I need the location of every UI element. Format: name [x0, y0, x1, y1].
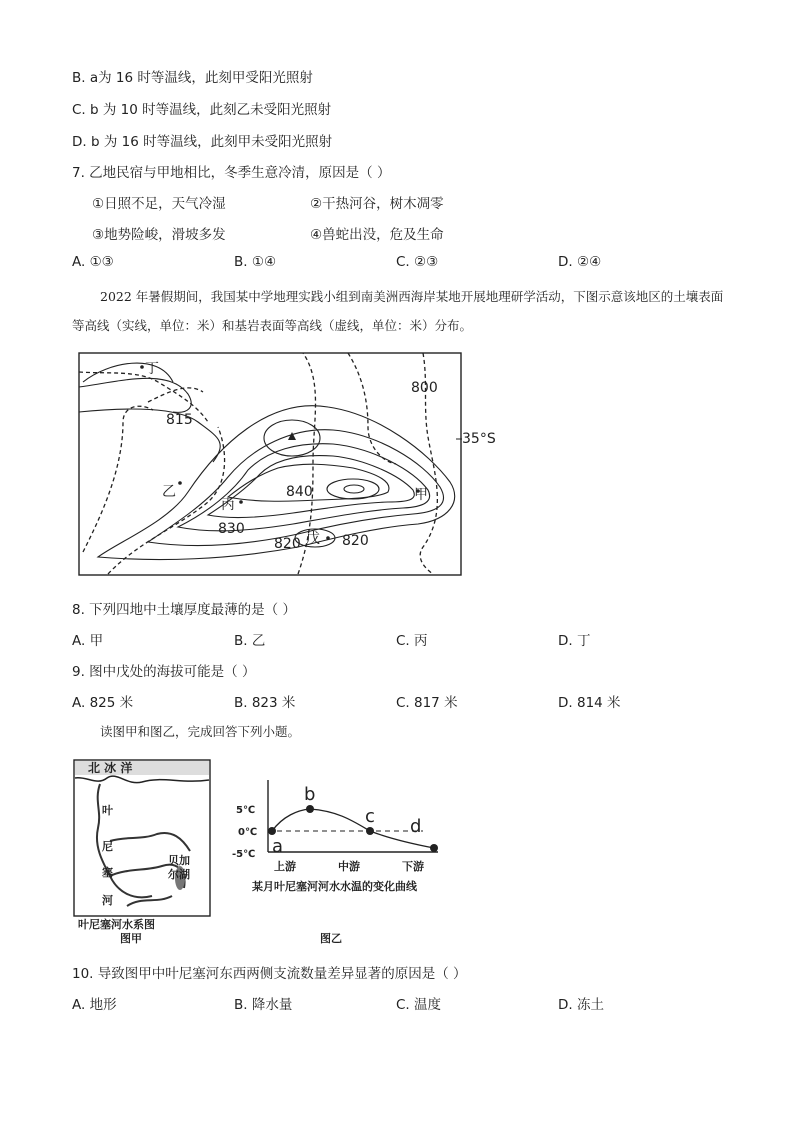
q9-option-a: A. 825 米: [72, 695, 134, 711]
point-c: c: [365, 806, 375, 827]
lake-label-1: 贝加: [168, 854, 190, 867]
contour-830: 830: [218, 521, 245, 537]
point-a: a: [272, 836, 284, 857]
q10-option-a: A. 地形: [72, 997, 117, 1013]
q9-option-b: B. 823 米: [234, 695, 296, 711]
contour-820-b: 820: [342, 533, 369, 549]
q6-option-b: B. a为 16 时等温线，此刻甲受阳光照射: [72, 70, 313, 86]
q6-option-c: C. b 为 10 时等温线，此刻乙未受阳光照射: [72, 102, 332, 118]
q7-item-3: ③地势险峻，滑坡多发: [92, 227, 226, 243]
xlabel-downstream: 下游: [402, 860, 424, 873]
label-wu: 戊: [306, 531, 320, 547]
q8-option-c: C. 丙: [396, 633, 428, 649]
q8-stem: 8. 下列四地中土壤厚度最薄的是（ ）: [72, 602, 296, 618]
contour-820-a: 820: [274, 536, 301, 552]
tick-minus5c: -5℃: [232, 849, 256, 860]
point-b: b: [304, 784, 316, 805]
q7-option-c: C. ②③: [396, 254, 439, 270]
q8-option-b: B. 乙: [234, 633, 266, 649]
figB-label: 图乙: [320, 932, 342, 945]
contour-815: 815: [166, 412, 193, 428]
tick-5c: 5℃: [236, 805, 256, 816]
q7-option-d: D. ②④: [558, 254, 602, 270]
water-temp-chart: [228, 776, 458, 948]
river-char-4: 河: [102, 894, 113, 907]
label-ding: 丁: [145, 361, 159, 377]
figB-caption: 某月叶尼塞河河水水温的变化曲线: [252, 880, 417, 893]
q7-item-1: ①日照不足，天气冷湿: [92, 196, 226, 212]
q7-option-a: A. ①③: [72, 254, 114, 270]
q9-option-d: D. 814 米: [558, 695, 621, 711]
q6-option-d: D. b 为 16 时等温线，此刻甲未受阳光照射: [72, 134, 333, 150]
point-d: d: [410, 816, 422, 837]
label-bing: 丙: [221, 497, 235, 513]
q8-option-a: A. 甲: [72, 633, 104, 649]
q9-stem: 9. 图中戊处的海拔可能是（ ）: [72, 664, 256, 680]
contour-800: 800: [411, 380, 438, 396]
sea-label: 北 冰 洋: [88, 761, 133, 775]
latitude-label: 35°S: [462, 431, 496, 447]
figA-label: 图甲: [120, 932, 142, 945]
xlabel-upstream: 上游: [274, 860, 296, 873]
q10-stem: 10. 导致图甲中叶尼塞河东西两侧支流数量差异显著的原因是（ ）: [72, 966, 467, 982]
q9-option-c: C. 817 米: [396, 695, 458, 711]
label-jia: 甲: [414, 487, 428, 503]
river-char-2: 尼: [102, 840, 113, 853]
q7-item-2: ②干热河谷，树木凋零: [310, 196, 444, 212]
q7-item-4: ④兽蛇出没，危及生命: [310, 227, 444, 243]
q7-stem: 7. 乙地民宿与甲地相比，冬季生意冷清，原因是（ ）: [72, 165, 391, 181]
label-yi: 乙: [162, 484, 176, 500]
figA-caption: 叶尼塞河水系图: [78, 918, 155, 931]
q10-option-d: D. 冻土: [558, 997, 604, 1013]
river-char-1: 叶: [102, 804, 113, 817]
river-char-3: 塞: [102, 866, 113, 879]
xlabel-midstream: 中游: [338, 860, 360, 873]
intro-paragraph-1: 2022 年暑假期间，我国某中学地理实践小组到南美洲西海岸某地开展地理研学活动，下图示意该地区的土壤表面等高线（实线，单位：米）和基岩表面等高线（虚线，单位：米）分布。: [72, 289, 724, 333]
contour-840: 840: [286, 484, 313, 500]
intro-paragraph-2: 读图甲和图乙，完成回答下列小题。: [100, 724, 301, 739]
lake-label-2: 尔湖: [168, 868, 190, 881]
contour-map: [78, 352, 498, 580]
yenisei-river-map: [72, 756, 217, 946]
tick-0c: 0℃: [238, 827, 258, 838]
q10-option-c: C. 温度: [396, 997, 442, 1013]
q8-option-d: D. 丁: [558, 633, 591, 649]
q7-option-b: B. ①④: [234, 254, 277, 270]
q10-option-b: B. 降水量: [234, 997, 293, 1013]
